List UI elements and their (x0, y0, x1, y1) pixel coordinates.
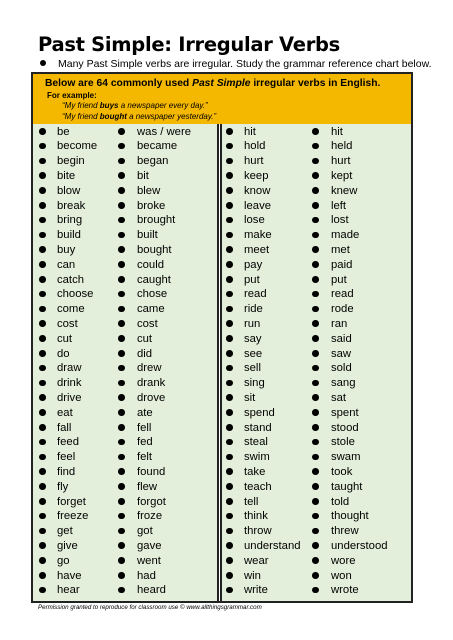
bullet-icon (39, 128, 46, 135)
bullet-icon (226, 187, 233, 194)
verb-past-form: left (331, 199, 347, 212)
bullet-icon (118, 572, 125, 579)
verb-past-form: swam (331, 451, 361, 464)
verb-base-form: become (57, 140, 98, 153)
bullet-icon (118, 143, 125, 150)
example-text: “My friend (62, 101, 100, 110)
bullet-icon (312, 291, 319, 298)
bullet-icon (39, 528, 46, 535)
bullet-icon (39, 498, 46, 505)
bullet-icon (312, 261, 319, 268)
bullet-icon (226, 291, 233, 298)
verb-past-form: fed (137, 436, 153, 449)
bullet-icon (226, 246, 233, 253)
verb-base-form: get (57, 525, 73, 538)
bullet-icon (226, 483, 233, 490)
bullet-icon (312, 187, 319, 194)
bullet-icon (226, 335, 233, 342)
bullet-icon (39, 350, 46, 357)
bullet-icon (39, 483, 46, 490)
verb-base-form: take (244, 465, 266, 478)
verb-past-form: forgot (137, 495, 166, 508)
bullet-icon (39, 276, 46, 283)
verb-past-form: ran (331, 317, 348, 330)
bullet-icon (118, 202, 125, 209)
verb-past-form: threw (331, 525, 359, 538)
verb-base-form: steal (244, 436, 268, 449)
bullet-icon (312, 380, 319, 387)
verb-past-form: made (331, 229, 360, 242)
example-text: a newspaper yesterday.” (126, 111, 217, 121)
bullet-icon (118, 409, 125, 416)
verb-base-form: have (57, 569, 82, 582)
bullet-icon (118, 261, 125, 268)
bullet-icon (312, 468, 319, 475)
bullet-icon (39, 232, 46, 239)
verb-base-form: fall (57, 421, 72, 434)
bullet-icon (118, 394, 125, 401)
verb-past-form: won (331, 569, 352, 582)
bullet-icon (312, 143, 319, 150)
example-text: “My friend (62, 111, 100, 121)
verb-base-form: draw (57, 362, 82, 375)
verb-past-form: could (137, 258, 165, 271)
verb-base-form: blow (57, 184, 81, 197)
verb-past-form: bit (137, 169, 149, 182)
verb-base-form: can (57, 258, 76, 271)
bullet-icon (226, 572, 233, 579)
verb-past-form: cut (137, 332, 153, 345)
bullet-icon (226, 424, 233, 431)
bullet-icon (312, 454, 319, 461)
verb-past-form: paid (331, 258, 353, 271)
bullet-icon (39, 468, 46, 475)
verb-base-form: tell (244, 495, 259, 508)
example-verb-past: bought (99, 111, 127, 121)
verb-past-form: built (137, 229, 158, 242)
verb-past-form: did (137, 347, 153, 360)
bullet-icon (39, 513, 46, 520)
bullet-icon (226, 350, 233, 357)
bullet-icon (118, 158, 125, 165)
verb-past-form: took (331, 465, 353, 478)
verb-past-form: broke (137, 199, 166, 212)
verb-past-form: hit (331, 125, 343, 138)
bullet-icon (312, 202, 319, 209)
bullet-icon (312, 276, 319, 283)
verb-past-form: flew (137, 480, 158, 493)
verb-base-form: sing (244, 377, 265, 390)
verb-base-form: come (57, 303, 85, 316)
verb-base-form: sell (244, 362, 261, 375)
bullet-icon (226, 439, 233, 446)
bullet-icon (312, 217, 319, 224)
verb-past-form: cost (137, 317, 158, 330)
bullet-icon (39, 158, 46, 165)
bullet-icon (118, 128, 125, 135)
verb-past-form: put (331, 273, 347, 286)
verb-base-form: do (57, 347, 70, 360)
verb-past-form: heard (137, 584, 166, 597)
verb-past-form: spent (331, 406, 359, 419)
intro-line (40, 58, 432, 70)
bullet-icon (226, 542, 233, 549)
bullet-icon (39, 202, 46, 209)
verb-base-form: see (244, 347, 263, 360)
verb-base-form: sit (244, 391, 256, 404)
verb-past-form: held (331, 140, 353, 153)
verb-base-form: throw (244, 525, 272, 538)
verb-base-form: begin (57, 155, 85, 168)
banner-heading-emphasis: Past Simple (192, 78, 251, 89)
bullet-icon (40, 60, 46, 66)
bullet-icon (118, 528, 125, 535)
bullet-icon (226, 128, 233, 135)
verb-base-form: swim (244, 451, 270, 464)
example-verb-present: buys (99, 101, 119, 110)
bullet-icon (312, 557, 319, 564)
bullet-icon (118, 276, 125, 283)
bullet-icon (39, 439, 46, 446)
bullet-icon (39, 542, 46, 549)
bullet-icon (118, 454, 125, 461)
bullet-icon (312, 350, 319, 357)
verb-base-form: run (244, 317, 261, 330)
bullet-icon (226, 365, 233, 372)
verb-base-form: cut (57, 332, 73, 345)
verb-past-form: sold (331, 362, 352, 375)
verb-base-form: think (244, 510, 268, 523)
bullet-icon (226, 513, 233, 520)
bullet-icon (118, 306, 125, 313)
bullet-icon (226, 202, 233, 209)
bullet-icon (226, 468, 233, 475)
verb-past-form: sat (331, 391, 347, 404)
verb-past-form: met (331, 243, 350, 256)
verb-base-form: spend (244, 406, 275, 419)
bullet-icon (118, 320, 125, 327)
bullet-icon (39, 572, 46, 579)
bullet-icon (118, 217, 125, 224)
verb-past-form: began (137, 155, 169, 168)
bullet-icon (226, 498, 233, 505)
bullet-icon (118, 187, 125, 194)
verb-past-form: knew (331, 184, 358, 197)
verb-past-form: thought (331, 510, 369, 523)
bullet-icon (118, 365, 125, 372)
bullet-icon (312, 335, 319, 342)
bullet-icon (312, 513, 319, 520)
bullet-icon (226, 409, 233, 416)
verb-base-form: keep (244, 169, 269, 182)
verb-base-form: bring (57, 214, 83, 227)
bullet-icon (118, 468, 125, 475)
bullet-icon (118, 483, 125, 490)
verb-base-form: buy (57, 243, 76, 256)
bullet-icon (312, 498, 319, 505)
verb-base-form: say (244, 332, 262, 345)
verb-base-form: fly (57, 480, 69, 493)
verb-past-form: came (137, 303, 165, 316)
verb-base-form: freeze (57, 510, 89, 523)
bullet-icon (118, 350, 125, 357)
verb-base-form: know (244, 184, 271, 197)
bullet-icon (39, 246, 46, 253)
bullet-icon (226, 261, 233, 268)
bullet-icon (226, 587, 233, 594)
bullet-icon (226, 158, 233, 165)
bullet-icon (118, 232, 125, 239)
verb-past-form: brought (137, 214, 176, 227)
bullet-icon (312, 483, 319, 490)
verb-past-form: got (137, 525, 153, 538)
verb-base-form: bite (57, 169, 76, 182)
verb-base-form: teach (244, 480, 272, 493)
bullet-icon (226, 394, 233, 401)
verb-past-form: stole (331, 436, 355, 449)
bullet-icon (312, 232, 319, 239)
verb-base-form: feed (57, 436, 79, 449)
bullet-icon (312, 172, 319, 179)
verb-past-form: understood (331, 539, 388, 552)
bullet-icon (312, 365, 319, 372)
verb-base-form: be (57, 125, 70, 138)
verb-past-form: wrote (331, 584, 359, 597)
verb-base-form: pay (244, 258, 263, 271)
bullet-icon (118, 557, 125, 564)
bullet-icon (226, 276, 233, 283)
verb-base-form: eat (57, 406, 73, 419)
bullet-icon (312, 320, 319, 327)
verb-base-form: meet (244, 243, 270, 256)
bullet-icon (118, 498, 125, 505)
verb-past-form: ate (137, 406, 153, 419)
bullet-icon (39, 380, 46, 387)
verb-past-form: told (331, 495, 350, 508)
bullet-icon (312, 528, 319, 535)
bullet-icon (118, 542, 125, 549)
verb-past-form: said (331, 332, 352, 345)
verb-past-form: had (137, 569, 156, 582)
verb-past-form: read (331, 288, 354, 301)
bullet-icon (39, 365, 46, 372)
verb-base-form: hurt (244, 155, 264, 168)
verb-past-form: wore (331, 554, 356, 567)
verb-base-form: drink (57, 377, 82, 390)
verb-base-form: lose (244, 214, 265, 227)
verb-base-form: catch (57, 273, 85, 286)
verb-base-form: read (244, 288, 267, 301)
bullet-icon (226, 217, 233, 224)
bullet-icon (118, 380, 125, 387)
verb-base-form: hit (244, 125, 256, 138)
verb-base-form: choose (57, 288, 94, 301)
verb-base-form: forget (57, 495, 86, 508)
verb-base-form: drive (57, 391, 82, 404)
bullet-icon (39, 217, 46, 224)
bullet-icon (312, 306, 319, 313)
verb-base-form: feel (57, 451, 76, 464)
bullet-icon (118, 424, 125, 431)
verb-base-form: find (57, 465, 76, 478)
bullet-icon (226, 143, 233, 150)
bullet-icon (312, 409, 319, 416)
verb-past-form: taught (331, 480, 363, 493)
example-label: For example: (47, 91, 97, 100)
bullet-icon (312, 158, 319, 165)
verb-base-form: make (244, 229, 272, 242)
bullet-icon (118, 439, 125, 446)
bullet-icon (226, 306, 233, 313)
bullet-icon (118, 172, 125, 179)
verb-past-form: fell (137, 421, 152, 434)
intro-text: Many Past Simple verbs are irregular. Study the grammar reference chart below. (58, 58, 432, 70)
verb-base-form: give (57, 539, 78, 552)
bullet-icon (312, 572, 319, 579)
verb-past-form: chose (137, 288, 168, 301)
banner-heading-text: Below are 64 commonly used (45, 78, 193, 89)
verb-base-form: understand (244, 539, 301, 552)
bullet-icon (312, 424, 319, 431)
banner-heading-text-end: irregular verbs in English. (250, 78, 381, 89)
verb-past-form: hurt (331, 155, 351, 168)
bullet-icon (39, 187, 46, 194)
bullet-icon (39, 587, 46, 594)
bullet-icon (39, 320, 46, 327)
verb-past-form: kept (331, 169, 353, 182)
verb-base-form: go (57, 554, 70, 567)
bullet-icon (39, 172, 46, 179)
verb-base-form: win (244, 569, 261, 582)
bullet-icon (118, 587, 125, 594)
bullet-icon (39, 409, 46, 416)
bullet-icon (39, 306, 46, 313)
bullet-icon (39, 394, 46, 401)
bullet-icon (226, 232, 233, 239)
verb-base-form: hold (244, 140, 266, 153)
verb-base-form: break (57, 199, 86, 212)
verb-past-form: went (137, 554, 161, 567)
verb-base-form: cost (57, 317, 78, 330)
verb-past-form: saw (331, 347, 352, 360)
bullet-icon (312, 128, 319, 135)
bullet-icon (226, 454, 233, 461)
bullet-icon (118, 513, 125, 520)
verb-past-form: froze (137, 510, 163, 523)
verb-base-form: hear (57, 584, 80, 597)
bullet-icon (226, 528, 233, 535)
bullet-icon (312, 542, 319, 549)
verb-past-form: rode (331, 303, 354, 316)
verb-past-form: caught (137, 273, 171, 286)
verb-past-form: drove (137, 391, 166, 404)
bullet-icon (39, 261, 46, 268)
bullet-icon (312, 394, 319, 401)
verb-past-form: blew (137, 184, 161, 197)
verb-past-form: stood (331, 421, 359, 434)
verb-base-form: build (57, 229, 81, 242)
verb-past-form: felt (137, 451, 153, 464)
bullet-icon (118, 291, 125, 298)
verb-past-form: sang (331, 377, 356, 390)
verb-past-form: drew (137, 362, 162, 375)
bullet-icon (39, 454, 46, 461)
bullet-icon (39, 143, 46, 150)
page-title: Past Simple: Irregular Verbs (38, 33, 340, 56)
verb-base-form: ride (244, 303, 263, 316)
verb-base-form: write (244, 584, 268, 597)
bullet-icon (118, 246, 125, 253)
bullet-icon (39, 335, 46, 342)
verb-base-form: leave (244, 199, 272, 212)
verb-past-form: drank (137, 377, 166, 390)
bullet-icon (312, 587, 319, 594)
bullet-icon (226, 380, 233, 387)
bullet-icon (226, 172, 233, 179)
bullet-icon (312, 246, 319, 253)
verb-past-form: found (137, 465, 166, 478)
bullet-icon (39, 424, 46, 431)
verb-base-form: stand (244, 421, 272, 434)
verb-past-form: was / were (137, 125, 191, 138)
verb-past-form: lost (331, 214, 349, 227)
verb-past-form: became (137, 140, 178, 153)
bullet-icon (118, 335, 125, 342)
verb-past-form: gave (137, 539, 162, 552)
verb-past-form: bought (137, 243, 172, 256)
verb-base-form: wear (244, 554, 269, 567)
bullet-icon (39, 291, 46, 298)
bullet-icon (226, 320, 233, 327)
copyright-footer: Permission granted to reproduce for classroom use © www.allthingsgrammar.com (38, 604, 262, 611)
bullet-icon (312, 439, 319, 446)
bullet-icon (226, 557, 233, 564)
bullet-icon (39, 557, 46, 564)
verb-base-form: put (244, 273, 260, 286)
example-text: a newspaper every day.” (118, 101, 208, 110)
